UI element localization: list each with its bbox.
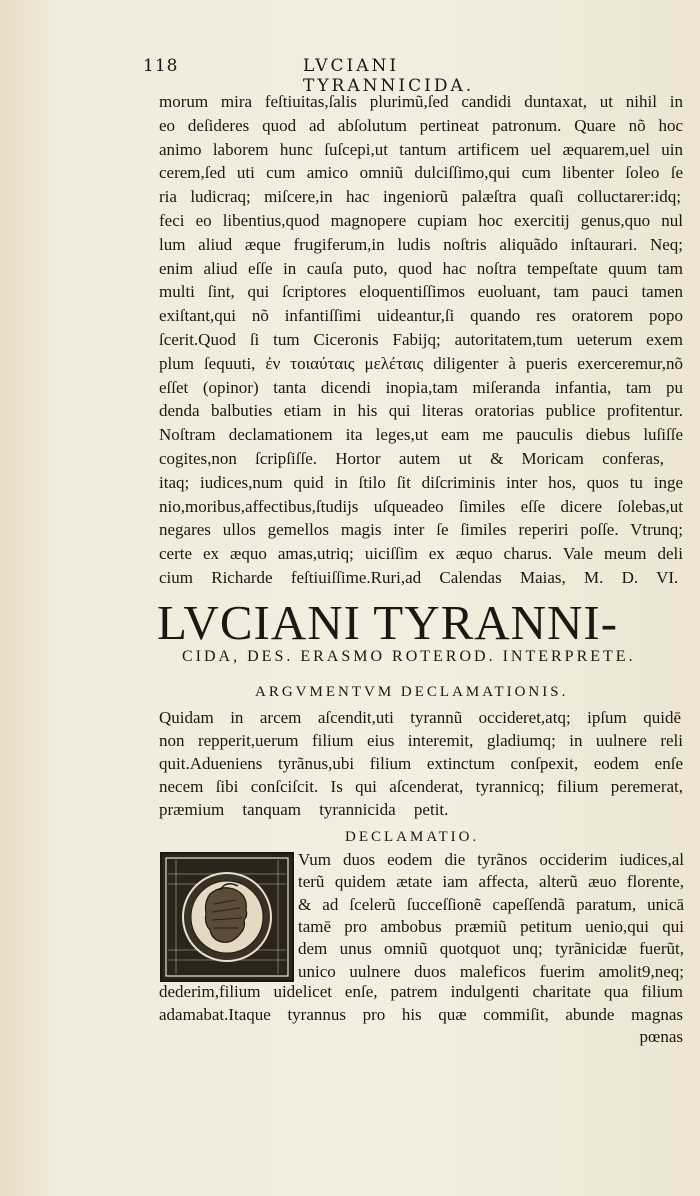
text-line: morum mira feſtiuitas,ſalis plurimũ,ſed candidi duntaxat, ut nihil in <box>159 92 683 111</box>
text-line: Noſtram declamationem ita leges,ut eam me pauculis diebus luſiſſe <box>159 425 683 445</box>
text-line: Quidam in arcem aſcendit,uti tyrannũ occideret,atq; ipſum quidē <box>159 708 681 727</box>
work-subtitle: CIDA, DES. ERASMO ROTEROD. INTERPRETE. <box>182 648 636 665</box>
text-line: & ad ſcelerũ ſucceſſionẽ capeſſendã paratum, unicā <box>298 894 684 914</box>
declamation-heading: DECLAMATIO. <box>345 829 480 845</box>
text-line: eſſet (opinor) tanta dicendi inopia,tam miſeranda infantia, tam pu <box>159 377 683 397</box>
work-title: LVCIANI TYRANNI- <box>157 595 619 650</box>
text-line: dem unus omniũ quotquot unq; tyrãnicidæ fuerũt, <box>298 939 684 959</box>
text-line: adamabat.Itaque tyrannus pro his quæ commiſit, abunde magnas <box>159 1004 683 1024</box>
text-line: nio,moribus,affectibus,ſtudijs uſqueadeo ſimiles eſſe dicere ſolebas,ut <box>159 496 683 516</box>
running-title: LVCIANI TYRANNICIDA. <box>303 56 475 96</box>
text-line: ria ludicraq; miſcere,in hac ingeniorũ palæſtra quaſi colluctarer:idq; <box>159 187 681 207</box>
text-line: multi ſint, qui ſcriptores eloquentiſſimos euoluant, tam pauci tamen <box>159 282 683 302</box>
text-line: cerem,ſed uti cum amico omniũ dulciſſimo,qui cum libenter ſoleo ſe <box>159 163 683 183</box>
argument-heading: ARGVMENTVM DECLAMATIONIS. <box>255 684 569 700</box>
text-line: enim aliud eſſe in cauſa puto, quod hac noſtra tempeſtate quum tam <box>159 258 683 278</box>
text-line: exiſtant,qui nõ infantiſſimi uideantur,ſi quando res oratorem popo <box>159 306 683 326</box>
text-line: terũ quidem ætate iam affecta, alterũ æuo florente, <box>298 872 684 892</box>
text-line: itaq; iudices,num quid in ſtilo ſit diſcriminis inter hos, quos tu inge <box>159 472 683 492</box>
text-line: non repperit,uerum filium eius interemit, gladiumq; in uulnere reli <box>159 731 683 750</box>
text-line: animo laborem hunc ſuſcepi,ut tantum artificem uel æquarem,uel uin <box>159 139 683 159</box>
folio-number: 118 <box>143 56 179 76</box>
text-line: necem ſibi conſciſcit. Is qui aſcenderat, tyrannicq; filium peremerat, <box>159 777 683 796</box>
text-line: præmium tanquam tyrannicida petit. <box>159 800 449 819</box>
woodcut-initial-portrait <box>160 852 294 982</box>
page-header <box>143 56 573 96</box>
text-line: quit.Adueniens tyrãnus,ubi filium extinctum conſpexit, eodem enſe <box>159 754 683 773</box>
text-line: tamē pro ambobus præmiũ petitum uenio,qui qui <box>298 916 684 936</box>
text-line: certe ex æquo amas,utriq; uiciſſim ex æquo charus. Vale meum deli <box>159 544 683 564</box>
text-line: pœnas <box>639 1027 683 1046</box>
text-line: denda balbuties etiam in his qui literas oratorias publice profitentur. <box>159 401 683 421</box>
text-line: plum ſequuti, ἐν τοιαύταις μελέταις diligenter à pueris exerceremur,nõ <box>159 353 683 373</box>
text-line: ſcerit.Quod ſi tum Ciceronis Fabijq; autoritatem,tum ueterum exem <box>159 330 683 349</box>
text-line: lum aliud æque frugiferum,in ludis noſtris aliquãdo inſtaurari. Neq; <box>159 234 683 254</box>
text-line: eo deſideres quod ad abſolutum pertineat patronum. Quare nõ hoc <box>159 115 683 135</box>
text-line: dederim,filium uidelicet enſe, patrem indulgenti charitate qua filium <box>159 982 683 1001</box>
text-line: unico uulnere duos maleficos fuerim amolit9,neq; <box>298 961 684 981</box>
text-line: Vum duos eodem die tyrãnos occiderim iudices,al <box>298 850 684 869</box>
text-line: cium Richarde feſtiuiſſime.Ruri,ad Calendas Maias, M. D. VI. <box>159 568 679 587</box>
text-line: feci eo libentius,quod magnopere cupiam hoc exercitij genus,quo nul <box>159 211 683 230</box>
text-line: negares ullos gemellos magis inter ſe ſimiles reperiri poſſe. Vtrunq; <box>159 520 683 540</box>
text-line: cogites,non ſcripſiſſe. Hortor autem ut & Moricam conferas, <box>159 449 664 468</box>
